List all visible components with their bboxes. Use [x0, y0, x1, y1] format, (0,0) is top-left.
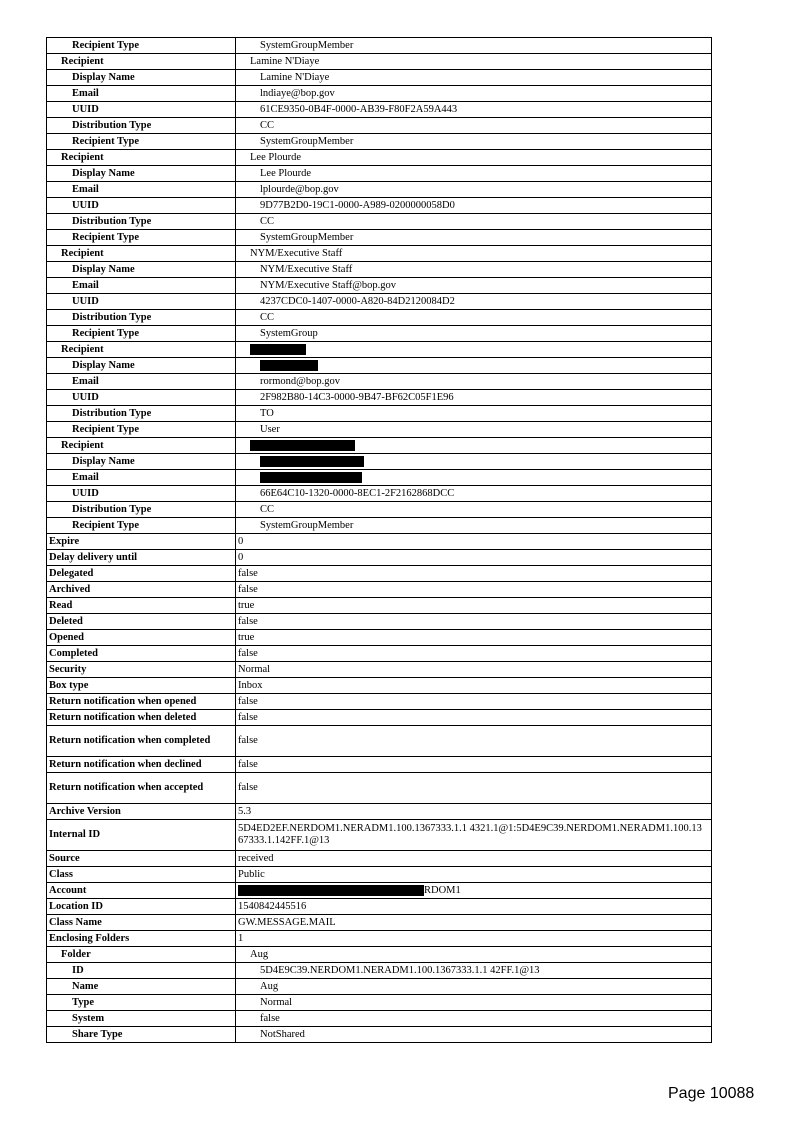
row-label: Class [47, 867, 236, 883]
row-value: SystemGroupMember [236, 230, 712, 246]
row-label: Recipient [47, 150, 236, 166]
row-label: Return notification when deleted [47, 710, 236, 726]
row-value: 0 [236, 534, 712, 550]
row-value: Aug [236, 979, 712, 995]
redaction-bar [250, 344, 306, 355]
row-value: CC [236, 214, 712, 230]
table-row [47, 995, 712, 1011]
table-row [47, 518, 712, 534]
table-row [47, 230, 712, 246]
row-value: TO [236, 406, 712, 422]
row-label: Recipient Type [47, 326, 236, 342]
table-row [47, 502, 712, 518]
row-label: Expire [47, 534, 236, 550]
table-row [47, 582, 712, 598]
row-label: ID [47, 963, 236, 979]
table-row [47, 182, 712, 198]
table-row [47, 246, 712, 262]
row-label: Delay delivery until [47, 550, 236, 566]
row-label: Display Name [47, 166, 236, 182]
row-value: 2F982B80-14C3-0000-9B47-BF62C05F1E96 [236, 390, 712, 406]
row-label: Distribution Type [47, 214, 236, 230]
row-label: Distribution Type [47, 502, 236, 518]
table-row [47, 294, 712, 310]
table-row [47, 134, 712, 150]
row-label: UUID [47, 294, 236, 310]
row-value: false [236, 757, 712, 773]
table-row [47, 566, 712, 582]
row-label: Email [47, 182, 236, 198]
table-row [47, 773, 712, 804]
redaction-bar [250, 440, 355, 451]
row-value: 5D4E9C39.NERDOM1.NERADM1.100.1367333.1.1 42FF.1@13 [236, 963, 712, 979]
row-value: 5D4ED2EF.NERDOM1.NERADM1.100.1367333.1.1 4321.1@1:5D4E9C39.NERDOM1.NERADM1.100.13 67333.1.142FF.1@13 [236, 820, 712, 851]
row-value: false [236, 1011, 712, 1027]
row-label: UUID [47, 102, 236, 118]
row-label: Recipient Type [47, 38, 236, 54]
table-row [47, 598, 712, 614]
row-value: GW.MESSAGE.MAIL [236, 915, 712, 931]
table-row [47, 390, 712, 406]
row-value: Normal [236, 662, 712, 678]
row-value: true [236, 598, 712, 614]
table-row [47, 678, 712, 694]
table-row [47, 947, 712, 963]
table-row [47, 883, 712, 899]
row-label: Recipient Type [47, 230, 236, 246]
row-value: Lamine N'Diaye [236, 54, 712, 70]
row-value: NotShared [236, 1027, 712, 1043]
redaction-bar [260, 472, 362, 483]
row-value: true [236, 630, 712, 646]
row-label: Display Name [47, 358, 236, 374]
row-value: Inbox [236, 678, 712, 694]
row-value: 0 [236, 550, 712, 566]
row-label: Distribution Type [47, 118, 236, 134]
row-value [236, 470, 712, 486]
row-label: System [47, 1011, 236, 1027]
table-row [47, 867, 712, 883]
table-row [47, 486, 712, 502]
row-label: Folder [47, 947, 236, 963]
row-label: Account [47, 883, 236, 899]
table-row [47, 358, 712, 374]
table-row [47, 342, 712, 358]
redaction-bar [260, 456, 364, 467]
row-label: Recipient Type [47, 134, 236, 150]
row-label: Email [47, 86, 236, 102]
row-value: false [236, 646, 712, 662]
table-row [47, 310, 712, 326]
row-label: Opened [47, 630, 236, 646]
row-value [236, 342, 712, 358]
row-label: Class Name [47, 915, 236, 931]
row-value: NYM/Executive Staff@bop.gov [236, 278, 712, 294]
table-row [47, 54, 712, 70]
table-row [47, 470, 712, 486]
table-row [47, 726, 712, 757]
table-row [47, 694, 712, 710]
row-label: Completed [47, 646, 236, 662]
row-label: Recipient Type [47, 422, 236, 438]
row-label: Return notification when opened [47, 694, 236, 710]
row-label: Recipient [47, 246, 236, 262]
row-value: received [236, 851, 712, 867]
table-row [47, 710, 712, 726]
table-row [47, 102, 712, 118]
table-row [47, 550, 712, 566]
row-label: Email [47, 470, 236, 486]
table-row [47, 198, 712, 214]
table-row [47, 931, 712, 947]
row-value: 1540842445516 [236, 899, 712, 915]
row-value: Aug [236, 947, 712, 963]
row-label: UUID [47, 486, 236, 502]
row-value: false [236, 710, 712, 726]
table-row [47, 454, 712, 470]
row-value: false [236, 566, 712, 582]
row-value: lndiaye@bop.gov [236, 86, 712, 102]
row-value: Lee Plourde [236, 150, 712, 166]
row-value: Lee Plourde [236, 166, 712, 182]
row-label: UUID [47, 390, 236, 406]
table-row [47, 150, 712, 166]
table-row [47, 406, 712, 422]
row-label: Enclosing Folders [47, 931, 236, 947]
table-row [47, 278, 712, 294]
table-row [47, 963, 712, 979]
table-row [47, 630, 712, 646]
table-row [47, 804, 712, 820]
table-row [47, 662, 712, 678]
row-label: Internal ID [47, 820, 236, 851]
table-row [47, 166, 712, 182]
row-value: 66E64C10-1320-0000-8EC1-2F2162868DCC [236, 486, 712, 502]
table-row [47, 899, 712, 915]
table-row [47, 374, 712, 390]
row-value: lplourde@bop.gov [236, 182, 712, 198]
table-row [47, 820, 712, 851]
row-label: Archive Version [47, 804, 236, 820]
row-value: CC [236, 118, 712, 134]
table-row [47, 614, 712, 630]
redaction-bar [238, 885, 424, 896]
page-number: Page 10088 [668, 1085, 755, 1102]
row-label: Return notification when accepted [47, 773, 236, 804]
table-row [47, 915, 712, 931]
table-row [47, 534, 712, 550]
row-label: Distribution Type [47, 406, 236, 422]
table-row [47, 979, 712, 995]
table-row [47, 262, 712, 278]
row-value [236, 454, 712, 470]
row-value: SystemGroupMember [236, 134, 712, 150]
row-label: Recipient Type [47, 518, 236, 534]
row-value: false [236, 694, 712, 710]
table-row [47, 1011, 712, 1027]
row-label: Distribution Type [47, 310, 236, 326]
row-value: false [236, 726, 712, 757]
row-value: User [236, 422, 712, 438]
row-label: Archived [47, 582, 236, 598]
table-row [47, 86, 712, 102]
row-value: CC [236, 310, 712, 326]
row-value: SystemGroupMember [236, 518, 712, 534]
row-value: 1 [236, 931, 712, 947]
row-value: CC [236, 502, 712, 518]
row-label: UUID [47, 198, 236, 214]
table-row [47, 70, 712, 86]
table-row [47, 851, 712, 867]
row-label: Recipient [47, 342, 236, 358]
table-row [47, 1027, 712, 1043]
table-row [47, 646, 712, 662]
row-label: Display Name [47, 70, 236, 86]
row-label: Name [47, 979, 236, 995]
row-label: Display Name [47, 262, 236, 278]
row-label: Display Name [47, 454, 236, 470]
row-label: Recipient [47, 438, 236, 454]
redaction-bar [260, 360, 318, 371]
row-value: Lamine N'Diaye [236, 70, 712, 86]
table-row [47, 326, 712, 342]
row-value: SystemGroup [236, 326, 712, 342]
row-value: 4237CDC0-1407-0000-A820-84D2120084D2 [236, 294, 712, 310]
row-label: Security [47, 662, 236, 678]
table-row [47, 438, 712, 454]
row-value: NYM/Executive Staff [236, 246, 712, 262]
row-label: Type [47, 995, 236, 1011]
row-label: Deleted [47, 614, 236, 630]
row-value: false [236, 614, 712, 630]
row-label: Return notification when completed [47, 726, 236, 757]
row-value [236, 883, 712, 899]
row-label: Location ID [47, 899, 236, 915]
row-value: 61CE9350-0B4F-0000-AB39-F80F2A59A443 [236, 102, 712, 118]
table-row [47, 422, 712, 438]
table-row [47, 757, 712, 773]
row-label: Return notification when declined [47, 757, 236, 773]
row-value: rormond@bop.gov [236, 374, 712, 390]
row-label: Email [47, 374, 236, 390]
row-label: Source [47, 851, 236, 867]
row-label: Read [47, 598, 236, 614]
row-value-text: RDOM1 [424, 884, 461, 896]
row-label: Share Type [47, 1027, 236, 1043]
row-value: 5.3 [236, 804, 712, 820]
row-label: Recipient [47, 54, 236, 70]
table-row [47, 214, 712, 230]
row-value: SystemGroupMember [236, 38, 712, 54]
properties-table [46, 37, 712, 1043]
row-value: false [236, 773, 712, 804]
row-label: Box type [47, 678, 236, 694]
table-row [47, 118, 712, 134]
row-value: Normal [236, 995, 712, 1011]
row-label: Delegated [47, 566, 236, 582]
row-value: 9D77B2D0-19C1-0000-A989-0200000058D0 [236, 198, 712, 214]
row-value [236, 438, 712, 454]
row-value: Public [236, 867, 712, 883]
row-value: NYM/Executive Staff [236, 262, 712, 278]
row-value [236, 358, 712, 374]
row-value: false [236, 582, 712, 598]
table-row [47, 38, 712, 54]
row-label: Email [47, 278, 236, 294]
